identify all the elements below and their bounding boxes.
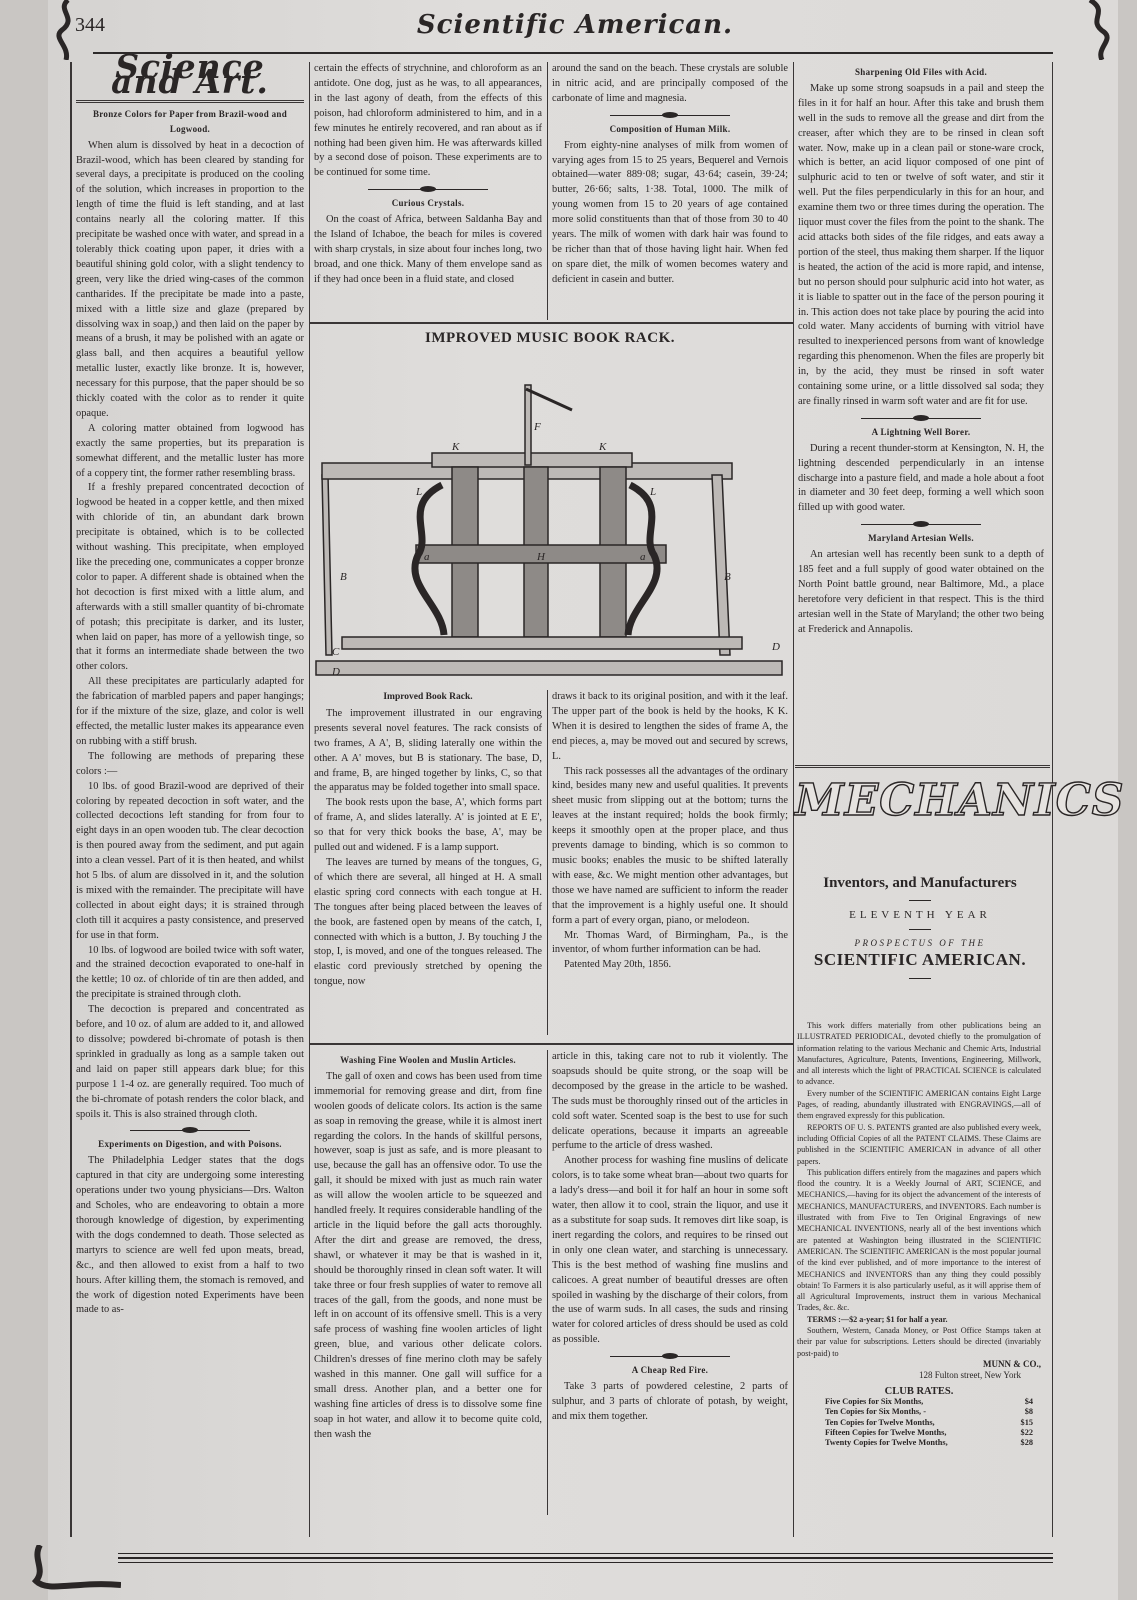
footer-rule [118, 1557, 1053, 1559]
middle-top-column-1 [314, 62, 542, 288]
feature-bottom-rule [309, 1043, 793, 1045]
advert-paragraph: Every number of the SCIENTIFIC AMERICAN contains Eight Large Pages, of reading, abundantly illustrated with ENGRAVINGS,—all of them engraved expressly for this publication. [797, 1088, 1041, 1121]
ornamental-divider [610, 1352, 730, 1360]
subscription-terms: TERMS :—$2 a-year; $1 for half a year. [807, 1314, 948, 1324]
article-paragraph: Another process for washing fine muslins of delicate colors, is to take some wheat bran—about two quarts for a lady's dress—and boil it for half an hour in some soft water, then allow it to cool, strain the liquor, and use it as a substitute for soap suds. It removes dirt like soap, is inert regarding the colors, and requires to be rinsed out in only one clean water, and starching is unnecessary. This is the best method of washing fine muslins and calicoes. A great number of beautiful dresses are often spoiled in washing by the discharge of their colors, from the use of warm suds. In all cases, the suds and rinsing water for colored articles of dress should be used as cold as possible. [552, 1155, 788, 1346]
article-paragraph: A coloring matter obtained from logwood has exactly the same properties, but its preparation is somewhat different, and the metallic luster has more of a coppery tint, the former rather resembling brass. [76, 422, 304, 479]
article-paragraph: An artesian well has recently been sunk to a depth of 185 feet and a full supply of good water obtained on the North Point battle ground, near Baltimore, Md., a place heretofore very deficient in that respect. This is the third artesian well in the State of Maryland; the other two being at Frederick and Annapolis. [798, 549, 1044, 635]
article-paragraph: 10 lbs. of good Brazil-wood are deprived of their coloring by repeated decoction in soft water, and the collected decoctions left standing for from four to eight days in an open wooden tub. The clear decoction is then poured away from the sediment, and put again into a clean vessel. Part of it is then heated, and whilst hot 5 lbs. of alum are dissolved in it, and the solution is mixed with the remainder. The precipitate will have collected in about eight days; it is strained through cloth till it acquires a pasty consistence, and preserved for use in that form. [76, 780, 304, 941]
left-column [76, 47, 304, 1318]
club-rate-price: $22 [1020, 1428, 1033, 1438]
page-number: 344 [75, 14, 105, 36]
club-rate-price: $4 [1024, 1396, 1033, 1406]
middle-bottom-column-2 [552, 1050, 788, 1425]
ornamental-divider [368, 185, 488, 193]
middle-bottom-column-1 [314, 1050, 542, 1443]
club-rate-label: Five Copies for Six Months, [825, 1396, 924, 1406]
feature-top-rule [309, 322, 793, 324]
article-paragraph: The book rests upon the base, A', which forms part of frame, A, and slides laterally. A' is jointed at E E', so that for very thick books the base, A', may be pulled out and widened. F is a lamp support. [314, 797, 542, 854]
article-headline: Experiments on Digestion, and with Poisons. [98, 1139, 282, 1150]
club-rate-label: Ten Copies for Twelve Months, [825, 1417, 935, 1427]
article-paragraph: The improvement illustrated in our engraving presents several novel features. The rack consists of two frames, A A', B, sliding laterally one within the other. A A' moves, but B is stationary. The base, D, and frame, B, are hinged together by links, C, so that the apparatus may be folded together into small space. [314, 707, 542, 794]
article-paragraph: The following are methods of preparing these colors :— [76, 750, 304, 777]
column-divider [547, 1050, 548, 1515]
column-divider [547, 62, 548, 320]
svg-text:a: a [424, 551, 430, 563]
publisher-address: 128 Fulton street, New York [918, 1370, 1021, 1381]
column-divider [547, 690, 548, 1035]
ornamental-divider [610, 111, 730, 119]
club-rate-price: $8 [1024, 1407, 1033, 1417]
music-book-rack-engraving [312, 355, 788, 685]
club-rate-row [797, 1418, 1041, 1428]
club-rate-row [797, 1428, 1041, 1438]
svg-text:L: L [650, 486, 657, 498]
article-paragraph: The decoction is prepared and concentrated as before, and 10 oz. of alum are added to it, and allowed to dissolve; powdered bi-chromate of potash is then sprinkled in gradually as long as a sample taken out and laid on paper still appears dark blue; for this purpose 1 1-4 oz. are generally required. Too much of the bi-chromate of potash renders the color black, and spoils it. This is also strained through cloth. [76, 1004, 304, 1120]
article-paragraph: draws it back to its original position, and with it the leaf. The upper part of the book is held by the hooks, K K. When it is desired to lengthen the sides of frame A, the end pieces, a, may be moved out and secured by screws, L. [552, 691, 788, 762]
mechanics-banner: MECHANICS [795, 775, 1125, 826]
middle-top-column-2 [552, 62, 788, 288]
advert-subtitle: Inventors, and Manufacturers [823, 875, 1017, 891]
right-column [798, 62, 1044, 638]
article-paragraph: 10 lbs. of logwood are boiled twice with soft water, and the strained decoction evaporated to one-half in the kettle; 10 oz. of chloride of tin are then added, and the precipitate is strained through cloth. [76, 944, 304, 1001]
svg-text:K: K [599, 441, 607, 453]
figure-caption: Improved Book Rack. [383, 692, 473, 702]
club-rate-row [797, 1438, 1041, 1448]
column-divider [309, 62, 310, 1537]
svg-text:L: L [416, 486, 423, 498]
short-rule [909, 978, 931, 979]
article-paragraph: Make up some strong soapsuds in a pail and steep the files in it for half an hour. After this take and brush them well in the suds to remove all the grease and dirt from the creaser, after which they are to be rinsed in clean soft water. Now, make up in a clean pail or stone-ware crock, which is better, an acid liquor composed of one pint of sulphuric acid to ten or twelve of soft water, and stir it well. Put the files perpendicularly in this for an hour, and examine them two or three times during the operation. The liquor must cover the files from the point to the shank. The acid attacks both sides of the file ridges, and eats away a portion of the steel, thus making them sharper. If the liquor is heated, the action of the acid is more rapid, and intense, but no person should pour sulphuric acid into hot water, as it is liable to spatter out in the face of the person pouring it in. This action does not take place by pouring the acid into cold water. Many accidents of burning with vitriol have resulted to inexperienced persons from want of knowledge regarding this phenomenon. When the files are properly bit in, by the acid, they must be rinsed in soft water containing some urine, or a little dissolved sal soda; they are finally rinsed in warm soft water and are fit for use. [798, 82, 1044, 407]
article-paragraph: The gall of oxen and cows has been used from time immemorial for removing grease and dirt, from fine woolen goods of delicate colors. Its action is the same as soap in removing the grease, while it is almost inert regarding the colors. In the hands of skillful persons, however, soap is just as safe, and is more pleasant to use, because the gall has an offensive odor. To use the gall, it should be mixed with just as much rain water as will allow the woolen article to be squeezed and handled freely. It requires considerable handling of the article in the liquid before the gall acts thoroughly. After the dirt and grease are removed, the dress, shawl, or whatever it may be that is washed in it, should be thoroughly rinsed in clean soft water. It will take three or four fresh supplies of water to remove all traces of the gall, from the goods, and none must be left in on account of its offensive smell. This is a very safe process of washing fine woolen articles of light green, blue, and various other delicate colors. Children's dresses of fine merino cloth may be safely washed in this manner. One gall will suffice for a small dress. Another plan, and a better one for washing fine articles of dress is to dissolve some fine soap in hot water, and allow it to become quite cold, then wash the [314, 1070, 542, 1440]
article-paragraph: Mr. Thomas Ward, of Birmingham, Pa., is the inventor, of whom further information can be had. [552, 929, 788, 956]
club-rate-label: Fifteen Copies for Twelve Months, [825, 1428, 947, 1438]
section-rule [76, 100, 304, 103]
article-paragraph: The leaves are turned by means of the tongues, G, of which there are several, all hinged at H. A small elastic spring cord connects with each tongue at H. The tongues after being placed between the leaves of the book, are fastened open by means of the catch, I, connected with which is a button, J. By touching J the stop, I, is moved, and one of the tongues released. The elastic cord previously stretched by opening the tongue, now [314, 856, 542, 988]
advert-paragraph: This publication differs entirely from the magazines and papers which flood the country. It is a Weekly Journal of ART, SCIENCE, and MECHANICS,—having for its object the advancement of the interests of MECHANICS, MANUFACTURERS, and INVENTORS. Each number is illustrated with from Five to Ten Original Engravings of new MECHANICAL INVENTIONS, nearly all of the best inventions which are patented at Washington being illustrated in the SCIENTIFIC AMERICAN. The SCIENTIFIC AMERICAN is the most popular journal of the kind ever published, and of more importance to the interest of MECHANICS and INVENTORS than any thing they could possibly obtain! To Farmers it is also particularly useful, as it will apprise them of all Agricultural Improvements, instruct them in various Mechanical Trades, &c. &c. [797, 1167, 1041, 1313]
advert-paragraph: REPORTS OF U. S. PATENTS granted are also published every week, including Official Copies of all the PATENT CLAIMS. These Claims are published in the SCIENTIFIC AMERICAN in advance of all other papers. [797, 1122, 1041, 1166]
club-rate-row [797, 1397, 1041, 1407]
article-headline: Curious Crystals. [391, 198, 465, 209]
publication-name: SCIENTIFIC AMERICAN. [813, 950, 1027, 969]
club-rate-label: Ten Copies for Six Months, - [825, 1407, 926, 1417]
article-headline: A Cheap Red Fire. [631, 1365, 709, 1376]
payment-note: Southern, Western, Canada Money, or Post Office Stamps taken at their par value for subscriptions. Letters should be directed (invariably post-paid) to [797, 1326, 1041, 1358]
masthead: Scientific American. [416, 10, 734, 40]
advert-paragraph: This work differs materially from other publications being an ILLUSTRATED PERIODICAL, devoted chiefly to the promulgation of information relating to the various Mechanic and Chemic Arts, Industrial Manufactures, Agriculture, Patents, Inventions, Engineering, Millwork, and all interests which the light of PRACTICAL SCIENCE is calculated to advance. [797, 1021, 1041, 1087]
section-title: Science and Art. [111, 47, 269, 101]
club-rate-price: $15 [1020, 1417, 1033, 1427]
article-headline: Washing Fine Woolen and Muslin Articles. [340, 1055, 516, 1065]
article-paragraph: All these precipitates are particularly adapted for the fabrication of marbled papers and paper hangings; for if the mixture of the size, glaze, and color is well effected, the metallic luster makes its appearance even on rubbing with a stiff brush. [76, 676, 304, 747]
club-rates-title: CLUB RATES. [884, 1385, 954, 1397]
club-rate-row [797, 1407, 1041, 1417]
prospectus-header [795, 875, 1045, 987]
article-headline: Sharpening Old Files with Acid. [854, 67, 988, 77]
publisher: MUNN & CO., [983, 1358, 1041, 1369]
article-paragraph: During a recent thunder-storm at Kensington, N. H, the lightning descended perpendicularly in an intense discharge into a pasture field, and made a hole about a foot in diameter and 30 feet deep, forming a well which soon filled up with good water. [798, 442, 1044, 514]
ornamental-divider [130, 1126, 250, 1134]
prospectus-label: PROSPECTUS OF THE [854, 938, 986, 948]
ornamental-divider [861, 520, 981, 528]
article-paragraph: The Philadelphia Ledger states that the dogs captured in that city are undergoing some interesting operations under two young physicians—Drs. Walton and Scholes, who are endeavoring to obtain a more thorough knowledge of digestion, by experimenting with the dogs condemned to death. Those selected as martyrs to science are well fed upon meats, bread, &c., and then allowed to exist from a half to two hours. After killing them, the stomach is removed, and the work of digestion noted Experiments have been made to as- [76, 1155, 304, 1316]
article-paragraph: article in this, taking care not to rub it violently. The soapsuds should be quite strong, or the soap will be decomposed by the grease in the article to be washed. The suds must be thoroughly rinsed out of the articles in cold soft water. Scented soap is the best to use for such delicate operations, because it imparts an agreeable perfume to the article of dress washed. [552, 1051, 788, 1152]
article-paragraph: On the coast of Africa, between Saldanha Bay and the Island of Ichaboe, the beach for miles is covered with sharp crystals, in size about four inches long, two broad, and one thick. Many of them envelope sand as if they had once been in a fluid state, and closed [314, 214, 542, 285]
svg-text:D: D [772, 641, 780, 653]
article-headline: Maryland Artesian Wells. [868, 533, 974, 544]
footer-rule [118, 1562, 1053, 1563]
feature-column-2 [552, 690, 788, 973]
article-continuation: certain the effects of strychnine, and chloroform as an antidote. One dog, just as he was, to all appearances, in the last agony of death, from the effects of this poison, had chloroform administered to him, and in a few minutes he entirely recovered, and ran about as if nothing had been given him. He was afterwards killed by a second dose of poison. These experiments are to be continued for some time. [314, 63, 542, 179]
svg-text:C: C [332, 646, 340, 658]
svg-text:B: B [340, 571, 347, 583]
svg-text:B: B [724, 571, 731, 583]
advert-top-rule [795, 765, 1050, 768]
short-rule [909, 929, 931, 930]
article-headline: Composition of Human Milk. [609, 123, 731, 134]
svg-text:D: D [332, 666, 340, 678]
club-rate-price: $28 [1020, 1438, 1033, 1448]
article-paragraph: This rack possesses all the advantages of the ordinary kind, besides many new and useful qualities. It prevents sheet music from slipping out at the bottom; turns the leaves at the instant required; holds the book firmly; keeps it smoothly open at the proper place, and thus prevents damage to binding, which is so common to music books; enables the music to be shifted laterally with ease, &c. We might mention other advantages, but those we have named are sufficient to inform the reader that the improvement is a highly useful one. It should form a part of every organ, piano, or melodeon. [552, 765, 788, 926]
article-paragraph: When alum is dissolved by heat in a decoction of Brazil-wood, which has been cleared by standing for several days, a precipitate is produced on the cooling of the solution, which increases in proportion to the length of time the fluid is left standing, and at last contains nearly all the coloring matter. If this precipitate be washed once with water, and spread in a tolerably thick coating upon paper, it dries with a beautiful shining gold color, with a slight tendency to green, very like the dried wing-cases of the common cantharides. If the precipitate be made into a paste, mixed with a little size and glaze (prepared by dissolving wax in soap,) and then laid on the paper by means of a brush, it may be polished with an agate or glass ball, and then acquires a beautiful yellow metallic luster, exactly like bronze. It is, however, necessary for this purpose, that the paper should be so thickly coated with the color as to render it quite opaque. [76, 139, 304, 419]
svg-text:H: H [537, 551, 545, 563]
article-paragraph: Take 3 parts of powdered celestine, 2 parts of sulphur, and 3 parts of chlorate of potash, by weight, and mix them together. [552, 1381, 788, 1422]
ornament-corner-bottom-left-icon [26, 1545, 121, 1595]
prospectus-body [797, 1020, 1041, 1449]
svg-text:K: K [452, 441, 460, 453]
article-paragraph: If a freshly prepared concentrated decoction of logwood be heated in a copper kettle, and then mixed with chloride of tin, an abundant dark brown precipitate is obtained, which is to be collected without washing. This precipitate, when employed like the preceding one, communicates a copper bronze color to paper. A different shade is obtained when the hot decoction is first mixed with a little alum, and afterwards with a still smaller quantity of bi-chromate of potash; this precipitate is darker, and its luster, when laid on paper, has more of a yellowish tinge, so that it forms an intermediate shade between the two other colors. [76, 482, 304, 673]
article-paragraph: From eighty-nine analyses of milk from women of varying ages from 15 to 25 years, Bequerel and Vernois obtained—water 889·08; sugar, 43·64; casein, 39·24; butter, 26·66; salts, 1·38. Total, 1000. The milk of young women from 15 to 20 years of age contained more solid constituents than that of those from 30 to 40 years. The milk of women with dark hair was found to be richer than that of those having light hair. When fed on spare diet, the milk of women becomes watery and deficient in casein and butter. [552, 139, 788, 285]
page-header [75, 10, 1075, 50]
svg-text:a: a [640, 551, 646, 563]
svg-text:F: F [534, 421, 541, 433]
left-border [70, 62, 72, 1537]
article-continuation: around the sand on the beach. These crystals are soluble in nitric acid, and are principally composed of the carbonate of lime and magnesia. [552, 63, 788, 104]
patent-date: Patented May 20th, 1856. [564, 959, 672, 971]
article-headline: Bronze Colors for Paper from Brazil-wood and Logwood. [92, 108, 288, 134]
ornament-corner-top-right-icon [1080, 0, 1120, 60]
club-rate-label: Twenty Copies for Twelve Months, [825, 1438, 948, 1448]
feature-column-1 [314, 690, 542, 990]
footer-rule [118, 1553, 1053, 1554]
short-rule [909, 900, 931, 901]
feature-title: IMPROVED MUSIC BOOK RACK. [424, 330, 675, 346]
column-divider [793, 62, 794, 1537]
advert-year: ELEVENTH YEAR [849, 909, 991, 921]
article-headline: A Lightning Well Borer. [871, 426, 971, 437]
ornamental-divider [861, 414, 981, 422]
